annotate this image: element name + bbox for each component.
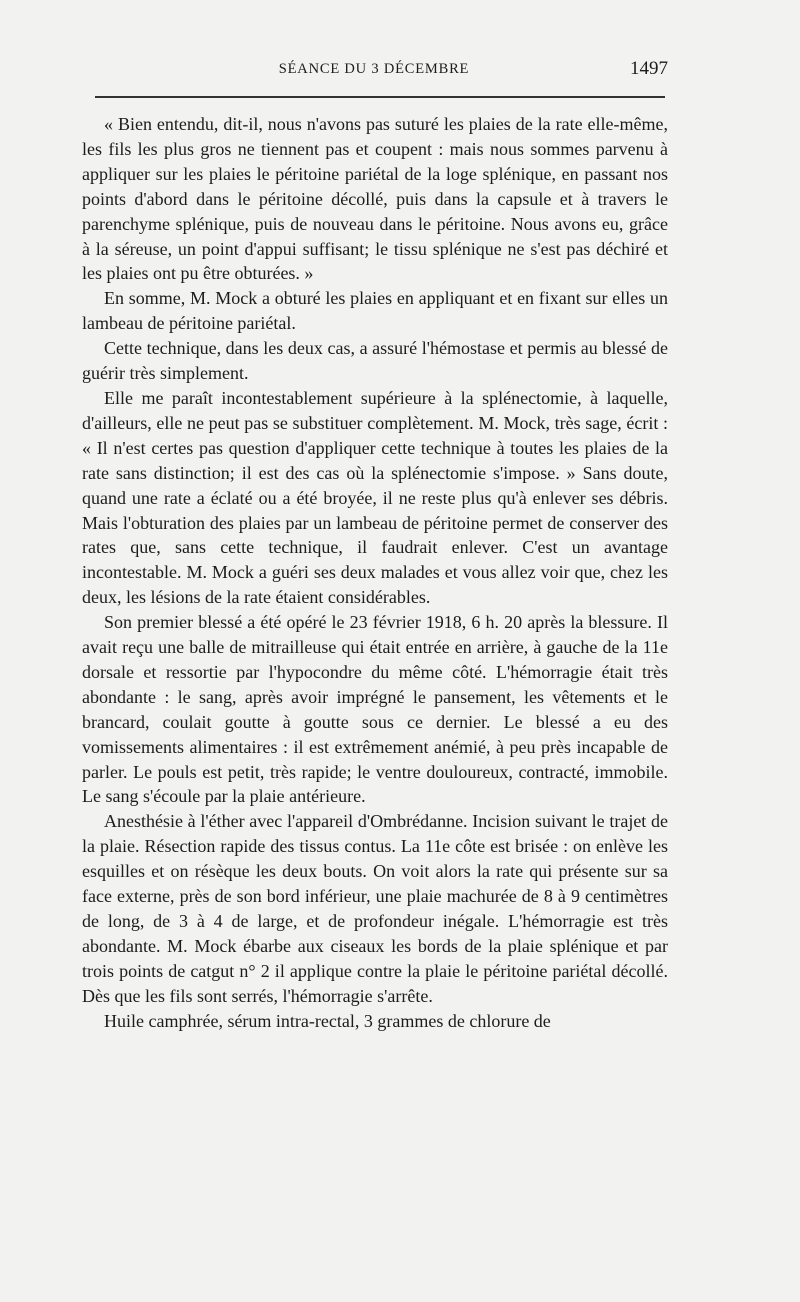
- paragraph: Cette technique, dans les deux cas, a assuré l'hémostase et permis au blessé de guérir très simplement.: [82, 338, 668, 384]
- paragraph: Anesthésie à l'éther avec l'appareil d'Ombrédanne. Incision suivant le trajet de la plaie. Résection rapide des tissus contus. La 11e côte est brisée : on enlève les esquilles et on résèque les deux bouts. On voit alors la rate qui présente sur sa face externe, près de son bord inférieur, une plaie machurée de 8 à 9 centimètres de long, de 3 à 4 de large, et de profondeur inégale. L'hémorragie est très abondante. M. Mock ébarbe aux ciseaux les bords de la plaie splénique et par trois points de catgut n° 2 il applique contre la plaie le péritoine pariétal décollé. Dès que les fils sont serrés, l'hémorragie s'arrête.: [82, 811, 668, 1006]
- paragraph: Son premier blessé a été opéré le 23 février 1918, 6 h. 20 après la blessure. Il avait reçu une balle de mitrailleuse qui était entrée en arrière, à gauche de la 11e dorsale et ressortie par l'hypocondre du même côté. L'hémorragie était très abondante : le sang, après avoir imprégné le pansement, les vêtements et le brancard, coulait goutte à goutte sous ce dernier. Le blessé a eu des vomissements alimentaires : il est extrêmement anémié, à peu près incapable de parler. Le pouls est petit, très rapide; le ventre douloureux, contracté, immobile. Le sang s'écoule par la plaie antérieure.: [82, 612, 668, 807]
- page-number: 1497: [630, 58, 668, 79]
- paragraph: Huile camphrée, sérum intra-rectal, 3 grammes de chlorure de: [104, 1010, 551, 1031]
- paragraph: « Bien entendu, dit-il, nous n'avons pas suturé les plaies de la rate elle-même, les fils les plus gros ne tiennent pas et coupent : mais nous sommes parvenu à appliquer sur les plaies le péritoine pariétal de la loge splénique, en passant nos points d'abord dans le péritoine décollé, puis dans la capsule et à travers le parenchyme splénique, puis de nouveau dans le péritoine. Nous avons eu, grâce à la séreuse, un point d'appui suffisant; le tissu splénique ne s'est pas déchiré et les plaies ont pu être obturées. »: [82, 114, 668, 284]
- paragraph: En somme, M. Mock a obturé les plaies en appliquant et en fixant sur elles un lambeau de péritoine pariétal.: [82, 288, 668, 334]
- header-rule: [95, 96, 665, 98]
- body-text: [82, 112, 668, 1034]
- paragraph: Elle me paraît incontestablement supérieure à la splénectomie, à laquelle, d'ailleurs, elle ne peut pas se substituer complètement. M. Mock, très sage, écrit : « Il n'est certes pas question d'appliquer cette technique à toutes les plaies de la rate sans distinction; il est des cas où la splénectomie s'impose. » Sans doute, quand une rate a éclaté ou a été broyée, il ne reste plus qu'à enlever ses débris. Mais l'obturation des plaies par un lambeau de péritoine permet de conserver des rates que, sans cette technique, il faudrait enlever. C'est un avantage incontestable. M. Mock a guéri ses deux malades et vous allez voir que, chez les deux, les lésions de la rate étaient considérables.: [82, 387, 668, 608]
- running-head: SÉANCE DU 3 DÉCEMBRE: [278, 61, 470, 77]
- page-header: [80, 58, 668, 82]
